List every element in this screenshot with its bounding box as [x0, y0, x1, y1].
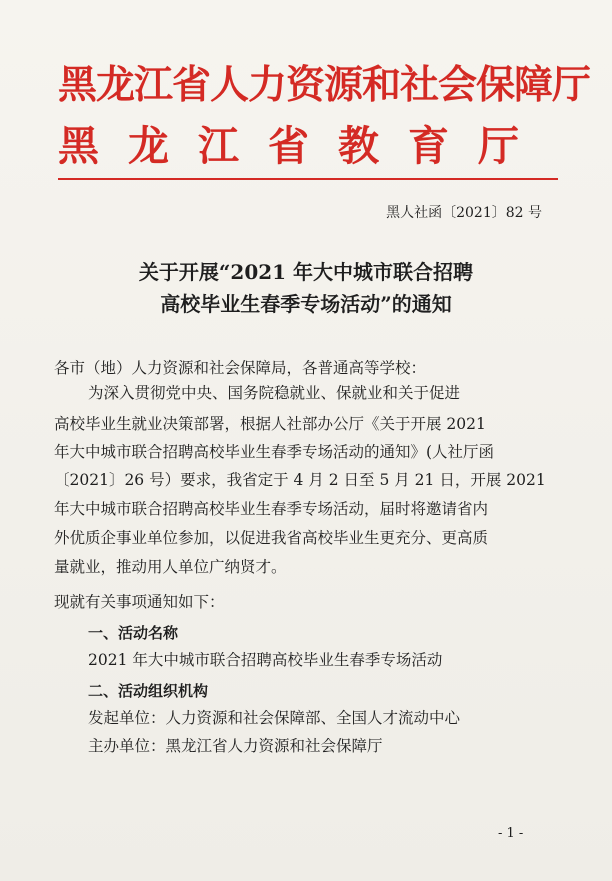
section-1-text: 2021 年大中城市联合招聘高校毕业生春季专场活动: [88, 651, 443, 669]
paragraph-line: 外优质企事业单位参加，以促进我省高校毕业生更充分、更高质: [54, 529, 489, 547]
initiator-unit: 发起单位：人力资源和社会保障部、全国人才流动中心: [88, 709, 461, 727]
paragraph-line: 〔2021〕26 号）要求，我省定于 4 月 2 日至 5 月 21 日，开展 2021: [54, 471, 546, 489]
red-divider-line: [58, 178, 558, 180]
page-number: - 1 -: [498, 826, 524, 841]
paragraph-line: 年大中城市联合招聘高校毕业生春季专场活动的通知》(人社厅函: [54, 443, 495, 461]
salutation: 各市（地）人力资源和社会保障局，各普通高等学校：: [54, 359, 427, 377]
section-2-heading: 二、活动组织机构: [88, 682, 209, 700]
notice-title-line-2: 高校毕业生春季专场活动”的通知: [160, 292, 452, 316]
paragraph-line: 高校毕业生就业决策部署，根据人社部办公厅《关于开展 2021: [54, 415, 486, 433]
paragraph-line: 量就业，推动用人单位广纳贤才。: [54, 558, 287, 576]
paragraph-line: 年大中城市联合招聘高校毕业生春季专场活动，届时将邀请省内: [54, 500, 489, 518]
notice-title-line-1: 关于开展“2021 年大中城市联合招聘: [138, 260, 474, 284]
section-1-heading: 一、活动名称: [88, 624, 179, 642]
document-number: 黑人社函〔2021〕82 号: [386, 205, 542, 221]
paragraph-line: 为深入贯彻党中央、国务院稳就业、保就业和关于促进: [88, 384, 461, 402]
issuing-org-1: 黑龙江省人力资源和社会保障厅: [58, 62, 591, 108]
issuing-org-2: 黑龙江省教育厅: [58, 122, 548, 170]
organizer-unit: 主办单位：黑龙江省人力资源和社会保障厅: [88, 737, 383, 755]
notice-intro: 现就有关事项通知如下：: [54, 593, 225, 611]
